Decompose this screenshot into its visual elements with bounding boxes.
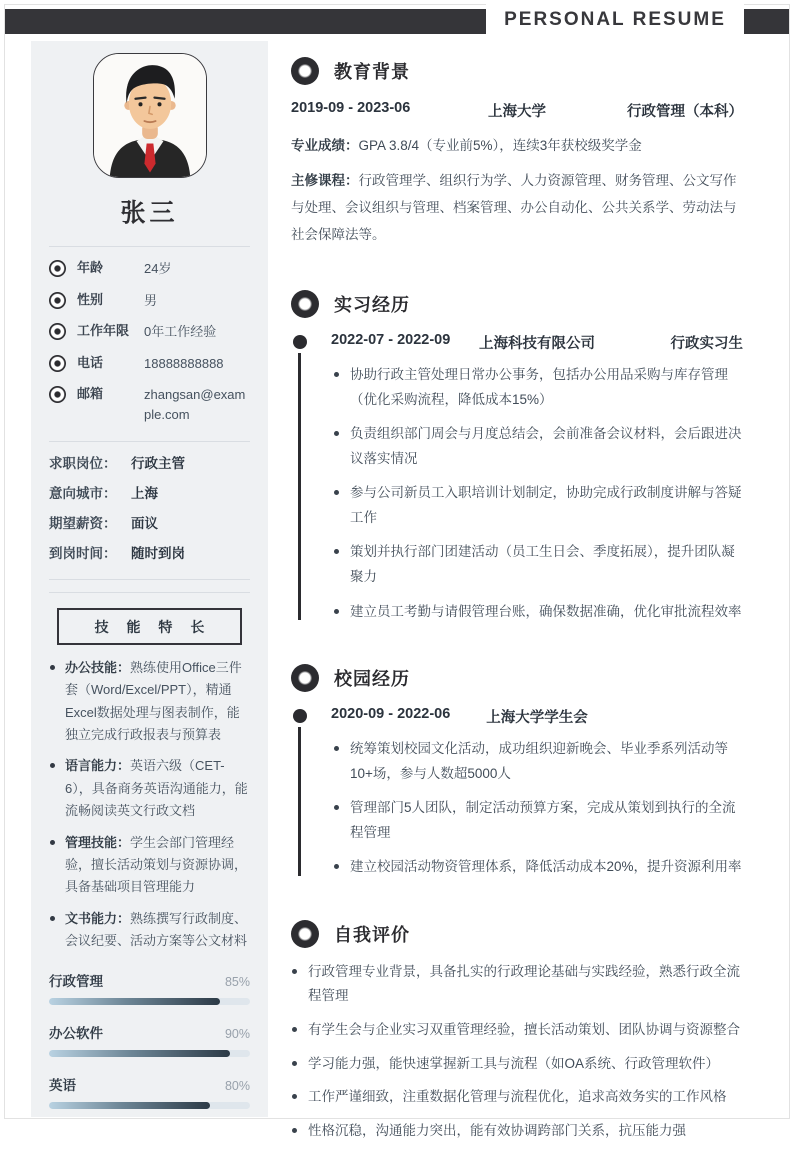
section-education: [291, 57, 743, 248]
intent-label: 求职岗位：: [49, 456, 117, 471]
section-campus: [291, 664, 743, 880]
bar-percent: 80%: [224, 1079, 250, 1094]
campus-bullets: [331, 737, 743, 880]
bullet-item: 建立员工考勤与请假管理台账，确保数据准确，优化审批流程效率: [331, 600, 743, 625]
bar-fill: [49, 998, 220, 1005]
experience-icon: [49, 323, 66, 340]
courses-text: 行政管理学、组织行为学、人力资源管理、财务管理、公文写作与处理、会议组织与管理、档案管理、办公自动化、公共关系学、劳动法与社会保障法等。: [291, 173, 737, 242]
phone-icon: [49, 355, 66, 372]
bullet-item: 管理部门5人团队，制定活动预算方案，完成从策划到执行的全流程管理: [331, 796, 743, 845]
internship-date: 2022-07 - 2022-09: [331, 332, 451, 348]
education-courses: [291, 167, 743, 248]
section-marker-icon: [291, 290, 319, 318]
section-title: 实习经历: [334, 295, 410, 315]
skill-item: [49, 657, 250, 746]
skill-lead: 管理技能：: [65, 834, 131, 850]
intent-value: 随时到岗: [131, 546, 185, 561]
skill-bar-english: [49, 1074, 250, 1109]
section-title: 教育背景: [334, 62, 410, 82]
internship-entry: [291, 332, 743, 624]
bullet-item: 建立校园活动物资管理体系，降低活动成本20%，提升资源利用率: [331, 855, 743, 880]
bar-percent: 85%: [224, 975, 250, 990]
skill-lead: 文书能力：: [65, 910, 131, 926]
personal-info-list: [49, 259, 250, 424]
bar-fill: [49, 1102, 210, 1109]
info-row-experience: [49, 322, 250, 342]
internship-company: 上海科技有限公司: [479, 336, 595, 352]
divider: [49, 579, 250, 580]
intent-row-availability: [49, 542, 250, 562]
internship-role: 行政实习生: [670, 336, 743, 352]
skill-item: [49, 832, 250, 899]
bar-label: 行政管理: [49, 974, 103, 990]
avatar-illustration-icon: [94, 54, 206, 177]
intent-row-city: [49, 482, 250, 502]
candidate-name: 张三: [120, 199, 179, 227]
sidebar: [31, 41, 268, 1117]
bullet-item: 统筹策划校园文化活动，成功组织迎新晚会、毕业季系列活动等10+场，参与人数超5000人: [331, 737, 743, 786]
timeline-dot-icon: [293, 335, 307, 349]
info-row-phone: [49, 354, 250, 374]
section-internship: [291, 290, 743, 624]
profile-photo: [93, 53, 207, 178]
campus-meta-spacer: [588, 706, 743, 727]
info-value: zhangsan@example.com: [144, 387, 246, 422]
campus-entry: [291, 706, 743, 880]
info-row-email: [49, 385, 250, 424]
resume-page: [4, 4, 790, 1138]
campus-org: 上海大学学生会: [486, 710, 588, 727]
education-date: 2019-09 - 2023-06: [291, 100, 411, 116]
info-value: 0年工作经验: [144, 324, 217, 339]
bar-percent: 90%: [224, 1027, 250, 1042]
info-label: 性别: [77, 291, 104, 307]
info-row-age: [49, 259, 250, 279]
section-title: 自我评价: [334, 924, 410, 945]
section-title: 校园经历: [334, 669, 410, 690]
skill-text: 熟练撰写行政制度、会议纪要、活动方案等公文材料: [65, 910, 248, 948]
divider: [49, 441, 250, 442]
intent-label: 意向城市：: [49, 486, 117, 501]
page-title: PERSONAL RESUME: [504, 9, 726, 30]
info-value: 18888888888: [144, 355, 224, 371]
section-marker-icon: [291, 664, 319, 692]
intent-value: 面议: [131, 516, 158, 531]
timeline-line: [298, 353, 301, 620]
skill-item: [49, 908, 250, 953]
email-icon: [49, 386, 66, 403]
bar-track: [49, 1102, 250, 1109]
education-meta: [291, 100, 743, 121]
education-gpa: [291, 132, 743, 159]
timeline-dot-icon: [293, 709, 307, 723]
skill-lead: 办公技能：: [65, 660, 131, 675]
skill-text: 学生会部门管理经验，擅长活动策划与资源协调，具备基础项目管理能力: [65, 834, 248, 895]
page-title-box: [486, 1, 744, 39]
info-label: 工作年限: [77, 323, 130, 338]
bullet-item: 策划并执行部门团建活动（员工生日会、季度拓展），提升团队凝聚力: [331, 540, 743, 589]
info-label: 年龄: [77, 260, 104, 275]
bullet-item: 工作严谨细致，注重数据化管理与流程优化，追求高效务实的工作风格: [291, 1085, 743, 1110]
education-school: 上海大学: [488, 104, 546, 120]
timeline-line: [298, 727, 301, 876]
intent-label: 到岗时间：: [49, 546, 117, 561]
gpa-label: 专业成绩：: [291, 138, 359, 153]
self-evaluation-bullets: [291, 960, 743, 1143]
gpa-text: GPA 3.8/4（专业前5%），连续3年获校级奖学金: [358, 138, 642, 153]
campus-date: 2020-09 - 2022-06: [331, 706, 451, 723]
skill-lead: 语言能力：: [65, 758, 131, 774]
divider: [49, 592, 250, 593]
bar-track: [49, 998, 250, 1005]
main-column: [291, 41, 743, 1152]
skill-text: 熟练使用Office三件套（Word/Excel/PPT），精通Excel数据处理与图表制作，能独立完成行政报表与预算表: [65, 660, 242, 743]
bar-label: 英语: [49, 1078, 76, 1094]
info-value: 男: [144, 292, 158, 308]
bullet-item: 学习能力强，能快速掌握新工具与流程（如OA系统、行政管理软件）: [291, 1052, 743, 1077]
bullet-item: 行政管理专业背景，具备扎实的行政理论基础与实践经验，熟悉行政全流程管理: [291, 960, 743, 1009]
info-value: 24岁: [144, 261, 172, 276]
bar-fill: [49, 1050, 230, 1057]
skill-bars: [49, 970, 250, 1109]
skills-list: [49, 657, 250, 952]
bullet-item: 协助行政主管处理日常办公事务，包括办公用品采购与库存管理（优化采购流程，降低成本15%）: [331, 363, 743, 412]
intent-value: 上海: [131, 486, 158, 501]
info-row-gender: [49, 291, 250, 311]
internship-bullets: [331, 363, 743, 624]
bullet-item: 参与公司新员工入职培训计划制定，协助完成行政制度讲解与答疑工作: [331, 481, 743, 530]
info-label: 电话: [77, 354, 104, 370]
bullet-item: 负责组织部门周会与月度总结会，会前准备会议材料，会后跟进决议落实情况: [331, 422, 743, 471]
skill-bar-office: [49, 1022, 250, 1057]
intent-row-salary: [49, 512, 250, 532]
courses-label: 主修课程：: [291, 173, 359, 188]
intent-row-position: [49, 452, 250, 472]
bar-track: [49, 1050, 250, 1057]
bar-label: 办公软件: [49, 1026, 103, 1042]
bullet-item: 性格沉稳，沟通能力突出，能有效协调跨部门关系，抗压能力强: [291, 1119, 743, 1144]
job-intent-list: [49, 452, 250, 562]
education-major: 行政管理（本科）: [627, 104, 743, 120]
skills-section-title: 技 能 特 长: [57, 608, 242, 645]
gender-icon: [49, 292, 66, 309]
intent-value: 行政主管: [131, 456, 185, 471]
section-marker-icon: [291, 920, 319, 948]
age-icon: [49, 260, 66, 277]
info-label: 邮箱: [77, 386, 104, 401]
internship-meta: [331, 332, 743, 353]
divider: [49, 246, 250, 247]
skill-bar-admin: [49, 970, 250, 1005]
intent-label: 期望薪资：: [49, 516, 117, 531]
bullet-item: 有学生会与企业实习双重管理经验，擅长活动策划、团队协调与资源整合: [291, 1018, 743, 1043]
section-self-evaluation: [291, 920, 743, 1143]
section-marker-icon: [291, 57, 319, 85]
skill-item: [49, 755, 250, 822]
campus-meta: [331, 706, 743, 727]
skill-text: 英语六级（CET-6），具备商务英语沟通能力，能流畅阅读英文行政文档: [65, 758, 248, 819]
